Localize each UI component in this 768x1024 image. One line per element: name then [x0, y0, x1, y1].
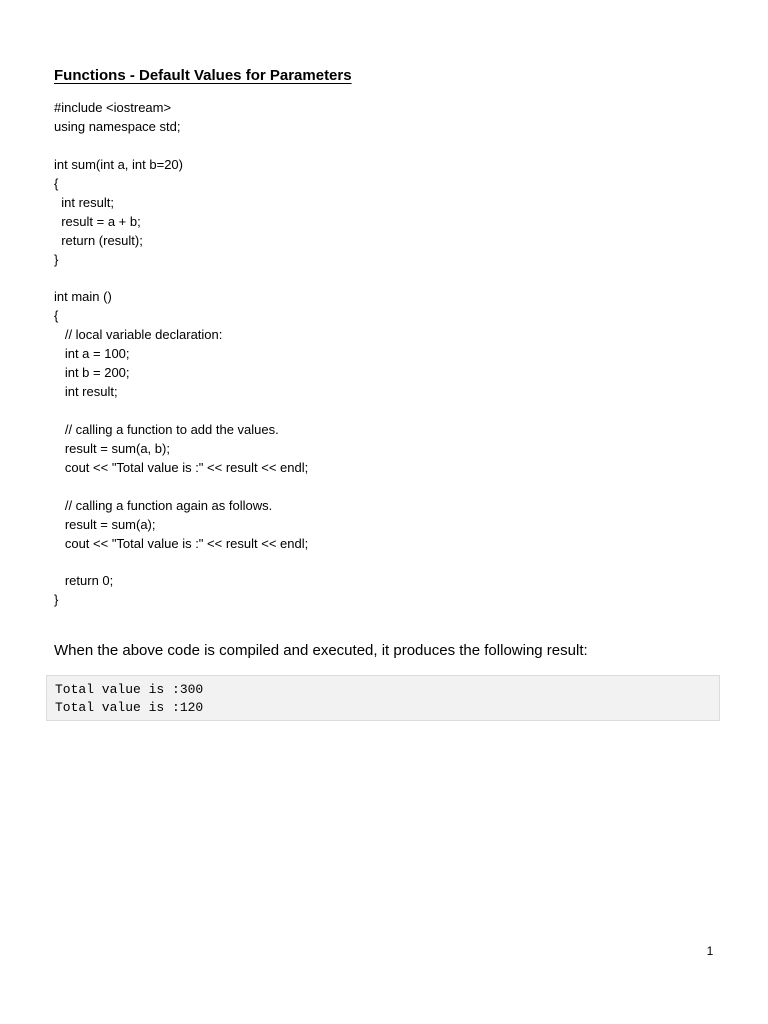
code-line: cout << "Total value is :" << result << endl;	[54, 459, 309, 475]
code-line: return (result);	[54, 232, 143, 248]
code-line: int result;	[54, 384, 118, 400]
code-line: int a = 100;	[54, 346, 130, 362]
result-description: When the above code is compiled and executed, it produces the following result:	[54, 642, 588, 659]
code-line	[54, 137, 308, 156]
code-listing	[54, 99, 308, 610]
code-line	[54, 402, 308, 421]
code-line: result = sum(a);	[54, 516, 156, 532]
code-line: {	[54, 308, 59, 324]
code-line: // calling a function again as follows.	[54, 497, 273, 513]
code-line: int b = 200;	[54, 365, 130, 381]
code-line: int sum(int a, int b=20)	[54, 156, 183, 172]
output-box	[46, 675, 720, 721]
code-line: int main ()	[54, 289, 112, 305]
output-line: Total value is :300	[55, 682, 204, 697]
code-line: }	[54, 251, 59, 267]
output-line: Total value is :120	[55, 700, 204, 715]
code-line: // local variable declaration:	[54, 327, 223, 343]
code-line	[54, 478, 308, 497]
code-line	[54, 269, 308, 288]
code-line: result = a + b;	[54, 213, 141, 229]
code-line: cout << "Total value is :" << result << endl;	[54, 535, 309, 551]
code-line: // calling a function to add the values.	[54, 421, 279, 437]
page-number: 1	[706, 944, 714, 958]
code-line: {	[54, 175, 59, 191]
code-line: #include <iostream>	[54, 100, 172, 115]
code-line: using namespace std;	[54, 118, 181, 134]
code-line: return 0;	[54, 573, 114, 589]
code-line: result = sum(a, b);	[54, 440, 170, 456]
code-line: }	[54, 592, 59, 608]
page-title: Functions - Default Values for Parameters	[54, 67, 352, 84]
code-line	[54, 554, 308, 573]
code-line: int result;	[54, 194, 114, 210]
